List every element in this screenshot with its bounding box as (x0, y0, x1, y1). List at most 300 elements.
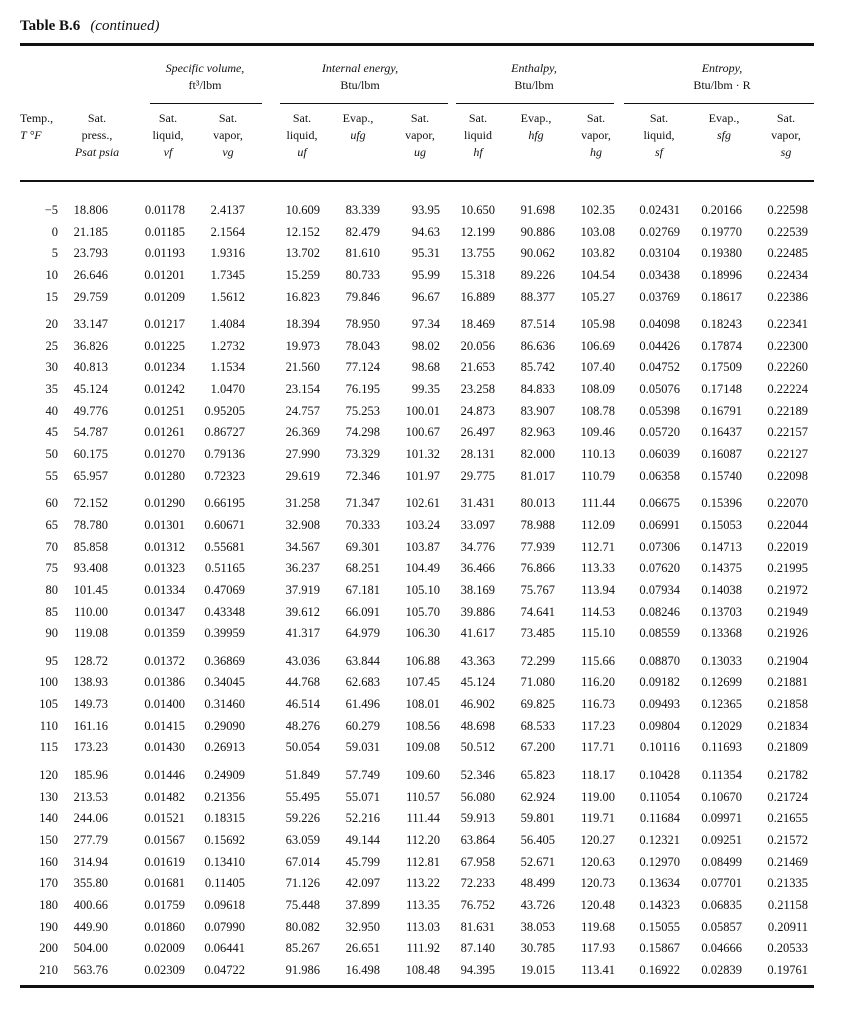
column-header-line: hf (473, 145, 483, 159)
table-cell: 38.169 (460, 582, 495, 597)
table-cell: 74.641 (520, 604, 555, 619)
table-cell: 112.20 (406, 832, 440, 847)
column-header-line: Sat. (586, 111, 606, 125)
table-cell: 94.63 (411, 224, 440, 239)
table-cell: 30 (45, 360, 58, 375)
column-header (327, 110, 389, 161)
table-row (0, 833, 841, 855)
table-cell: 173.23 (73, 740, 108, 755)
table-cell: 117.93 (581, 941, 615, 956)
table-cell: 0.07701 (701, 876, 742, 891)
table-cell: 0.06039 (639, 447, 680, 462)
table-cell: 0.21158 (767, 897, 808, 912)
table-cell: 36.826 (73, 338, 108, 353)
table-cell: 60.175 (73, 447, 108, 462)
table-cell: 0.01415 (144, 718, 185, 733)
table-cell: 102.35 (580, 203, 615, 217)
table-cell: 400.66 (73, 897, 108, 912)
table-cell: 48.276 (285, 718, 320, 733)
table-cell: 0.21469 (767, 854, 808, 869)
table-cell: 106.88 (405, 653, 440, 668)
table-cell: 0.66195 (204, 496, 245, 511)
table-cell: 55.071 (345, 789, 380, 804)
table-cell: 0.07934 (639, 582, 680, 597)
table-cell: 0.31460 (204, 697, 245, 712)
table-cell: 81.631 (460, 919, 495, 934)
column-header-line: Sat. (468, 111, 488, 125)
table-cell: 105 (39, 697, 58, 712)
table-cell: 0.22539 (767, 224, 808, 239)
table-cell: 0.05857 (701, 919, 742, 934)
table-row (0, 626, 841, 648)
table-cell: 107.45 (405, 675, 440, 690)
table-cell: 83.907 (520, 403, 555, 418)
column-header-line: hg (590, 145, 602, 159)
table-cell: 0.22341 (767, 317, 808, 332)
table-cell: 39.886 (460, 604, 495, 619)
table-cell: 43.036 (285, 653, 320, 668)
table-cell: 85 (45, 604, 58, 619)
table-cell: 0.01860 (144, 919, 185, 934)
table-cell: 120.27 (580, 832, 615, 847)
table-cell: 70 (45, 539, 58, 554)
table-cell: 65.957 (73, 468, 108, 483)
table-cell: 97.34 (411, 317, 440, 332)
column-header-line: Sat. (218, 111, 238, 125)
table-cell: 0.01521 (144, 811, 185, 826)
table-cell: 110 (39, 718, 58, 733)
table-cell: 0.18996 (701, 267, 742, 282)
table-cell: 65.823 (520, 768, 555, 783)
table-cell: 60.279 (345, 718, 380, 733)
table-row (0, 605, 841, 627)
table-cell: 0.79136 (204, 447, 245, 462)
column-header (447, 110, 509, 161)
table-cell: 180 (39, 897, 58, 912)
table-cell: 0.19770 (701, 224, 742, 239)
table-cell: 0.09493 (639, 697, 680, 712)
table-cell: 24.757 (285, 403, 320, 418)
column-group-header (632, 60, 812, 94)
table-cell: 44.768 (285, 675, 320, 690)
column-header-line: uf (297, 145, 307, 159)
table-cell: 0.43348 (204, 604, 245, 619)
table-cell: 39.612 (285, 604, 320, 619)
table-cell: 0.21655 (767, 811, 808, 826)
table-cell: 114.53 (581, 604, 615, 619)
table-cell: 0.01681 (144, 876, 185, 891)
table-cell: 88.377 (520, 289, 555, 304)
table-cell: 0.16087 (701, 447, 742, 462)
table-row (0, 290, 841, 312)
table-cell: 0.01234 (144, 360, 185, 375)
column-header-line: Sat. (292, 111, 312, 125)
table-cell: 41.317 (285, 626, 320, 641)
table-cell: 0.02009 (144, 941, 185, 956)
table-cell: 90 (45, 626, 58, 641)
column-group-header (444, 60, 624, 94)
table-cell: 95 (45, 653, 58, 668)
table-row (0, 675, 841, 697)
table-cell: 0.07620 (639, 561, 680, 576)
table-cell: 1.4084 (210, 317, 245, 332)
table-cell: 103.82 (580, 246, 615, 261)
table-cell: 13.755 (460, 246, 495, 261)
table-cell: 0.24909 (204, 768, 245, 783)
column-header-line: ufg (350, 128, 366, 142)
table-cell: 50.054 (285, 740, 320, 755)
column-header-line: Evap., (342, 111, 374, 125)
table-row (0, 876, 841, 898)
table-row (0, 963, 841, 985)
table-cell: 64.979 (345, 626, 380, 641)
table-cell: 10.609 (285, 203, 320, 217)
table-cell: 213.53 (73, 789, 108, 804)
table-cell: 0 (51, 224, 58, 239)
table-cell: 0.20911 (767, 919, 808, 934)
table-cell: 190 (39, 919, 58, 934)
table-cell: 48.698 (460, 718, 495, 733)
table-cell: 69.301 (345, 539, 380, 554)
table-cell: 16.498 (345, 962, 380, 977)
table-cell: 50.512 (460, 740, 495, 755)
table-cell: 0.17509 (701, 360, 742, 375)
table-cell: 55 (45, 468, 58, 483)
table-cell: 68.251 (345, 561, 380, 576)
table-cell: 0.12029 (701, 718, 742, 733)
table-row (0, 583, 841, 605)
table-cell: 0.34045 (204, 675, 245, 690)
table-cell: 0.19380 (701, 246, 742, 261)
table-cell: 15.318 (460, 267, 495, 282)
table-cell: 0.20533 (767, 941, 808, 956)
table-cell: 0.09618 (204, 897, 245, 912)
table-cell: 15 (45, 289, 58, 304)
table-cell: 108.09 (580, 382, 615, 397)
table-cell: 118.17 (581, 768, 615, 783)
table-cell: 63.864 (460, 832, 495, 847)
table-cell: 2.1564 (210, 224, 245, 239)
table-cell: 119.71 (581, 811, 615, 826)
table-cell: 0.22300 (767, 338, 808, 353)
table-cell: 0.06441 (204, 941, 245, 956)
table-cell: 93.95 (411, 203, 440, 217)
column-header-line: Sat. (87, 111, 107, 125)
table-cell: 0.04722 (204, 962, 245, 977)
table-cell: 65 (45, 517, 58, 532)
table-cell: 138.93 (73, 675, 108, 690)
column-header-line: sg (780, 145, 792, 159)
table-cell: 75.448 (285, 897, 320, 912)
table-cell: 21.653 (460, 360, 495, 375)
table-cell: 0.12699 (701, 675, 742, 690)
table-cell: 1.1534 (210, 360, 245, 375)
table-cell: 103.24 (405, 517, 440, 532)
table-cell: 21.560 (285, 360, 320, 375)
column-header (693, 110, 755, 161)
table-cell: 0.01323 (144, 561, 185, 576)
table-cell: 33.097 (460, 517, 495, 532)
table-cell: 71.347 (345, 496, 380, 511)
table-row (0, 425, 841, 447)
table-cell: 115.66 (581, 653, 615, 668)
column-header (137, 110, 199, 161)
column-header-line: Temp., (20, 111, 54, 125)
table-cell: 91.986 (285, 962, 320, 977)
table-row (0, 339, 841, 361)
table-cell: 0.05398 (639, 403, 680, 418)
table-cell: 49.776 (73, 403, 108, 418)
table-cell: 23.793 (73, 246, 108, 261)
table-cell: 0.01430 (144, 740, 185, 755)
table-cell: 0.07306 (639, 539, 680, 554)
table-cell: 0.13410 (204, 854, 245, 869)
table-cell: 109.60 (405, 768, 440, 783)
table-cell: 0.08870 (639, 653, 680, 668)
table-cell: 108.78 (580, 403, 615, 418)
table-cell: 113.94 (581, 582, 615, 597)
table-cell: 0.21724 (767, 789, 808, 804)
table-cell: 29.759 (73, 289, 108, 304)
table-cell: 161.16 (73, 718, 108, 733)
table-cell: 0.10116 (639, 740, 680, 755)
table-cell: 2.4137 (210, 203, 245, 217)
table-cell: 85.267 (285, 941, 320, 956)
table-row (0, 268, 841, 290)
table-cell: 77.124 (345, 360, 380, 375)
table-cell: 0.12970 (639, 854, 680, 869)
table-cell: 23.258 (460, 382, 495, 397)
table-cell: 82.000 (520, 447, 555, 462)
table-cell: 0.22485 (767, 246, 808, 261)
table-cell: 0.06835 (701, 897, 742, 912)
table-name: Table B.6 (20, 18, 81, 34)
table-cell: 15.259 (285, 267, 320, 282)
table-cell: 0.95205 (204, 403, 245, 418)
table-cell: 563.76 (73, 962, 108, 977)
table-cell: 0.21949 (767, 604, 808, 619)
table-cell: 69.825 (520, 697, 555, 712)
table-cell: 140 (39, 811, 58, 826)
table-cell: 120.48 (580, 897, 615, 912)
table-cell: 0.01386 (144, 675, 185, 690)
table-cell: 100.67 (405, 425, 440, 440)
table-cell: 130 (39, 789, 58, 804)
table-cell: 10.650 (460, 203, 495, 217)
table-row (0, 518, 841, 540)
table-cell: 0.22127 (767, 447, 808, 462)
table-cell: 0.22070 (767, 496, 808, 511)
table-row (0, 469, 841, 491)
table-cell: 0.18243 (701, 317, 742, 332)
table-cell: 46.902 (460, 697, 495, 712)
table-cell: 0.01759 (144, 897, 185, 912)
table-cell: 1.9316 (210, 246, 245, 261)
table-cell: 67.181 (345, 582, 380, 597)
table-cell: 37.919 (285, 582, 320, 597)
table-cell: 96.67 (411, 289, 440, 304)
table-cell: 18.469 (460, 317, 495, 332)
table-cell: 0.21809 (767, 740, 808, 755)
table-cell: 106.30 (405, 626, 440, 641)
table-cell: 111.44 (581, 496, 615, 511)
table-cell: 100 (39, 675, 58, 690)
table-cell: 1.0470 (210, 382, 245, 397)
table-cell: 0.01209 (144, 289, 185, 304)
table-cell: 1.2732 (210, 338, 245, 353)
table-cell: 36.237 (285, 561, 320, 576)
table-cell: 105.98 (580, 317, 615, 332)
table-cell: 101.45 (73, 582, 108, 597)
table-cell: 0.12321 (639, 832, 680, 847)
table-cell: 75.253 (345, 403, 380, 418)
table-cell: 244.06 (73, 811, 108, 826)
column-header-line: Sat. (410, 111, 430, 125)
table-cell: 78.043 (345, 338, 380, 353)
table-cell: 0.21972 (767, 582, 808, 597)
table-cell: 0.01217 (144, 317, 185, 332)
table-cell: 0.29090 (204, 718, 245, 733)
table-cell: 0.22386 (767, 289, 808, 304)
column-header-line: liquid (463, 128, 492, 142)
table-cell: 76.866 (520, 561, 555, 576)
table-cell: 108.01 (405, 697, 440, 712)
column-header-line: T °F (20, 128, 42, 142)
column-header-line: liquid, (152, 128, 184, 142)
table-cell: 0.01270 (144, 447, 185, 462)
table-cell: 0.21904 (767, 653, 808, 668)
table-row (0, 697, 841, 719)
table-cell: 36.466 (460, 561, 495, 576)
table-cell: 0.01619 (144, 854, 185, 869)
table-cell: 0.11405 (204, 876, 245, 891)
table-cell: 86.636 (520, 338, 555, 353)
table-cell: 63.844 (345, 653, 380, 668)
table-cell: 101.32 (405, 447, 440, 462)
table-cell: 50 (45, 447, 58, 462)
column-header-line: liquid, (643, 128, 675, 142)
column-header-line: vg (222, 145, 234, 159)
column-group-unit: Btu/lbm (514, 78, 554, 92)
table-cell: 105.27 (580, 289, 615, 304)
table-cell: 0.01225 (144, 338, 185, 353)
table-cell: 72.233 (460, 876, 495, 891)
table-cell: 0.86727 (204, 425, 245, 440)
table-cell: 32.950 (345, 919, 380, 934)
table-cell: 0.01359 (144, 626, 185, 641)
table-cell: 27.990 (285, 447, 320, 462)
table-cell: 0.21858 (767, 697, 808, 712)
table-cell: 0.03104 (639, 246, 680, 261)
table-cell: 200 (39, 941, 58, 956)
table-cell: 210 (39, 962, 58, 977)
table-cell: 0.22044 (767, 517, 808, 532)
table-cell: 0.17874 (701, 338, 742, 353)
table-cell: 34.567 (285, 539, 320, 554)
table-cell: 45 (45, 425, 58, 440)
table-row (0, 920, 841, 942)
table-cell: 59.913 (460, 811, 495, 826)
table-cell: 113.03 (406, 919, 440, 934)
table-cell: 23.154 (285, 382, 320, 397)
column-header-line: sf (654, 145, 663, 159)
top-rule (20, 43, 814, 46)
table-row (0, 540, 841, 562)
table-cell: 0.22157 (767, 425, 808, 440)
table-row (0, 561, 841, 583)
table-cell: 0.06991 (639, 517, 680, 532)
table-cell: 32.908 (285, 517, 320, 532)
table-cell: 28.131 (460, 447, 495, 462)
table-cell: 31.258 (285, 496, 320, 511)
table-cell: 113.35 (406, 897, 440, 912)
table-cell: 57.749 (345, 768, 380, 783)
table-row (0, 898, 841, 920)
table-cell: 0.15053 (701, 517, 742, 532)
table-cell: 61.496 (345, 697, 380, 712)
table-cell: 0.14375 (701, 561, 742, 576)
table-cell: 0.01400 (144, 697, 185, 712)
table-continued-label: (continued) (90, 18, 160, 34)
table-cell: 0.21572 (767, 832, 808, 847)
table-cell: 52.216 (345, 811, 380, 826)
table-cell: 0.09804 (639, 718, 680, 733)
table-cell: 71.080 (520, 675, 555, 690)
table-cell: 78.988 (520, 517, 555, 532)
table-cell: 34.776 (460, 539, 495, 554)
table-cell: 110.00 (74, 604, 108, 619)
table-cell: 45.124 (73, 382, 108, 397)
table-cell: 115 (39, 740, 58, 755)
table-cell: 94.395 (460, 962, 495, 977)
table-cell: 79.846 (345, 289, 380, 304)
table-cell: 0.06675 (639, 496, 680, 511)
table-cell: 0.08499 (701, 854, 742, 869)
table-cell: 0.11354 (701, 768, 742, 783)
table-cell: 0.39959 (204, 626, 245, 641)
table-cell: 80.082 (285, 919, 320, 934)
table-cell: 0.01185 (144, 224, 185, 239)
table-cell: 112.81 (406, 854, 440, 869)
table-cell: 0.02309 (144, 962, 185, 977)
table-cell: 21.185 (73, 224, 108, 239)
table-cell: 26.651 (345, 941, 380, 956)
column-group-title: Entropy, (701, 61, 743, 75)
table-cell: 0.60671 (204, 517, 245, 532)
table-cell: 82.963 (520, 425, 555, 440)
column-header (505, 110, 567, 161)
column-header (197, 110, 259, 161)
table-cell: 99.35 (411, 382, 440, 397)
table-cell: 117.23 (581, 718, 615, 733)
table-cell: 0.47069 (204, 582, 245, 597)
table-cell: 0.04666 (701, 941, 742, 956)
table-cell: 74.298 (345, 425, 380, 440)
table-cell: 83.339 (345, 203, 380, 217)
table-cell: 62.683 (345, 675, 380, 690)
table-cell: 0.01567 (144, 832, 185, 847)
table-cell: 112.71 (581, 539, 615, 554)
table-row (0, 246, 841, 268)
column-header-line: Evap., (520, 111, 552, 125)
table-cell: 98.02 (411, 338, 440, 353)
table-cell: 0.01280 (144, 468, 185, 483)
table-cell: 277.79 (73, 832, 108, 847)
table-cell: 93.408 (73, 561, 108, 576)
table-cell: 31.431 (460, 496, 495, 511)
table-cell: 72.346 (345, 468, 380, 483)
column-header (755, 110, 817, 161)
